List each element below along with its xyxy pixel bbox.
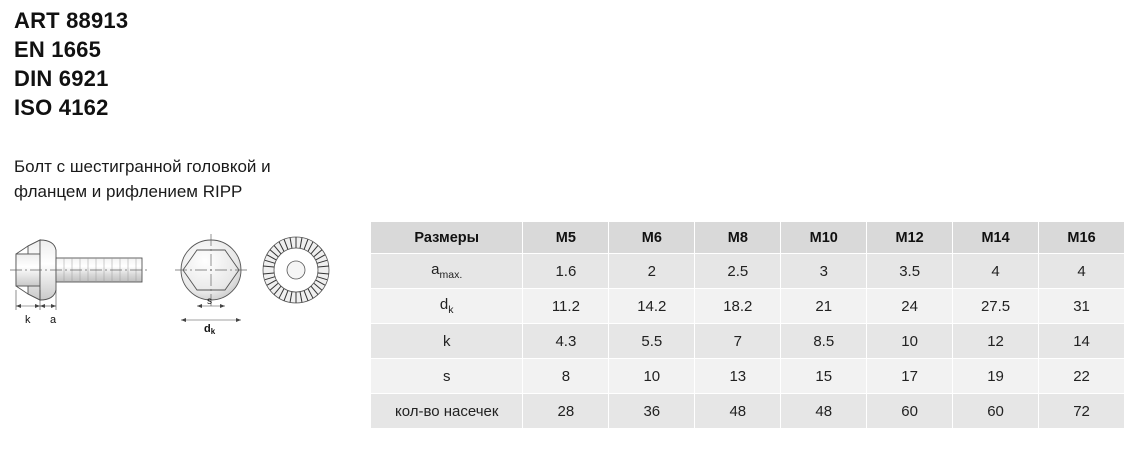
- product-description: Болт с шестигранной головкой и фланцем и рифлением RIPP: [14, 157, 271, 201]
- row-label: [371, 289, 523, 324]
- table-cell: 1.6: [523, 254, 609, 289]
- table-cell: 31: [1039, 289, 1125, 324]
- table-cell: 14: [1039, 324, 1125, 359]
- specifications-table-wrap: [370, 221, 1125, 429]
- table-header-cell: M16: [1039, 222, 1125, 254]
- ripp-serration-drawing: [263, 237, 329, 303]
- row-label-sub: max.: [439, 269, 463, 281]
- table-cell: 13: [695, 359, 781, 394]
- table-cell: 7: [695, 324, 781, 359]
- drawing-label-a: a: [50, 314, 57, 326]
- row-label-text: d: [439, 296, 449, 313]
- technical-drawings: [6, 228, 346, 348]
- row-label: [371, 254, 523, 289]
- row-label-text: s: [442, 367, 451, 385]
- table-cell: 4: [1039, 254, 1125, 289]
- table-cell: 2.5: [695, 254, 781, 289]
- table-cell: 5.5: [609, 324, 695, 359]
- table-cell: 22: [1039, 359, 1125, 394]
- table-cell: 11.2: [523, 289, 609, 324]
- row-label-text: k: [442, 332, 451, 350]
- table-cell: 18.2: [695, 289, 781, 324]
- table-header-cell: M12: [867, 222, 953, 254]
- table-cell: 4: [953, 254, 1039, 289]
- table-header-cell: M10: [781, 222, 867, 254]
- drawing-label-dk: dk: [204, 323, 216, 336]
- bolt-top-view-drawing: [175, 234, 247, 336]
- row-label: [371, 324, 523, 359]
- table-cell: 60: [867, 394, 953, 429]
- row-label-text: кол-во насечек: [394, 402, 499, 420]
- table-cell: 2: [609, 254, 695, 289]
- table-cell: 10: [867, 324, 953, 359]
- table-cell: 19: [953, 359, 1039, 394]
- bolt-side-view-drawing: [10, 240, 148, 326]
- standard-item: EN 1665: [14, 37, 102, 62]
- table-cell: 12: [953, 324, 1039, 359]
- table-cell: 8: [523, 359, 609, 394]
- row-label-text: a: [431, 261, 440, 278]
- row-label: [371, 394, 523, 429]
- table-cell: 28: [523, 394, 609, 429]
- table-cell: 3.5: [867, 254, 953, 289]
- row-label: [371, 359, 523, 394]
- table-cell: 36: [609, 394, 695, 429]
- standard-item: ISO 4162: [14, 95, 109, 120]
- table-cell: 21: [781, 289, 867, 324]
- table-cell: 72: [1039, 394, 1125, 429]
- table-header-row: [371, 222, 1125, 254]
- table-cell: 48: [781, 394, 867, 429]
- standards-list: [14, 6, 364, 122]
- table-header-cell: M6: [609, 222, 695, 254]
- table-row: [371, 324, 1125, 359]
- table-cell: 27.5: [953, 289, 1039, 324]
- table-row: [371, 289, 1125, 324]
- standard-item: DIN 6921: [14, 66, 109, 91]
- table-row: [371, 359, 1125, 394]
- table-header-cell: Размеры: [371, 222, 523, 254]
- table-cell: 24: [867, 289, 953, 324]
- table-cell: 3: [781, 254, 867, 289]
- table-cell: 48: [695, 394, 781, 429]
- table-cell: 14.2: [609, 289, 695, 324]
- table-header-cell: M5: [523, 222, 609, 254]
- specifications-table: [370, 221, 1125, 429]
- left-info-column: [14, 6, 364, 204]
- standard-item: ART 88913: [14, 8, 129, 33]
- table-header-cell: M14: [953, 222, 1039, 254]
- table-header-cell: M8: [695, 222, 781, 254]
- table-cell: 17: [867, 359, 953, 394]
- table-cell: 8.5: [781, 324, 867, 359]
- drawing-label-k: k: [25, 314, 31, 326]
- table-row: [371, 254, 1125, 289]
- row-label-sub: k: [448, 304, 454, 316]
- table-row: [371, 394, 1125, 429]
- drawing-label-s: s: [207, 296, 212, 307]
- table-cell: 4.3: [523, 324, 609, 359]
- table-cell: 60: [953, 394, 1039, 429]
- table-cell: 15: [781, 359, 867, 394]
- table-cell: 10: [609, 359, 695, 394]
